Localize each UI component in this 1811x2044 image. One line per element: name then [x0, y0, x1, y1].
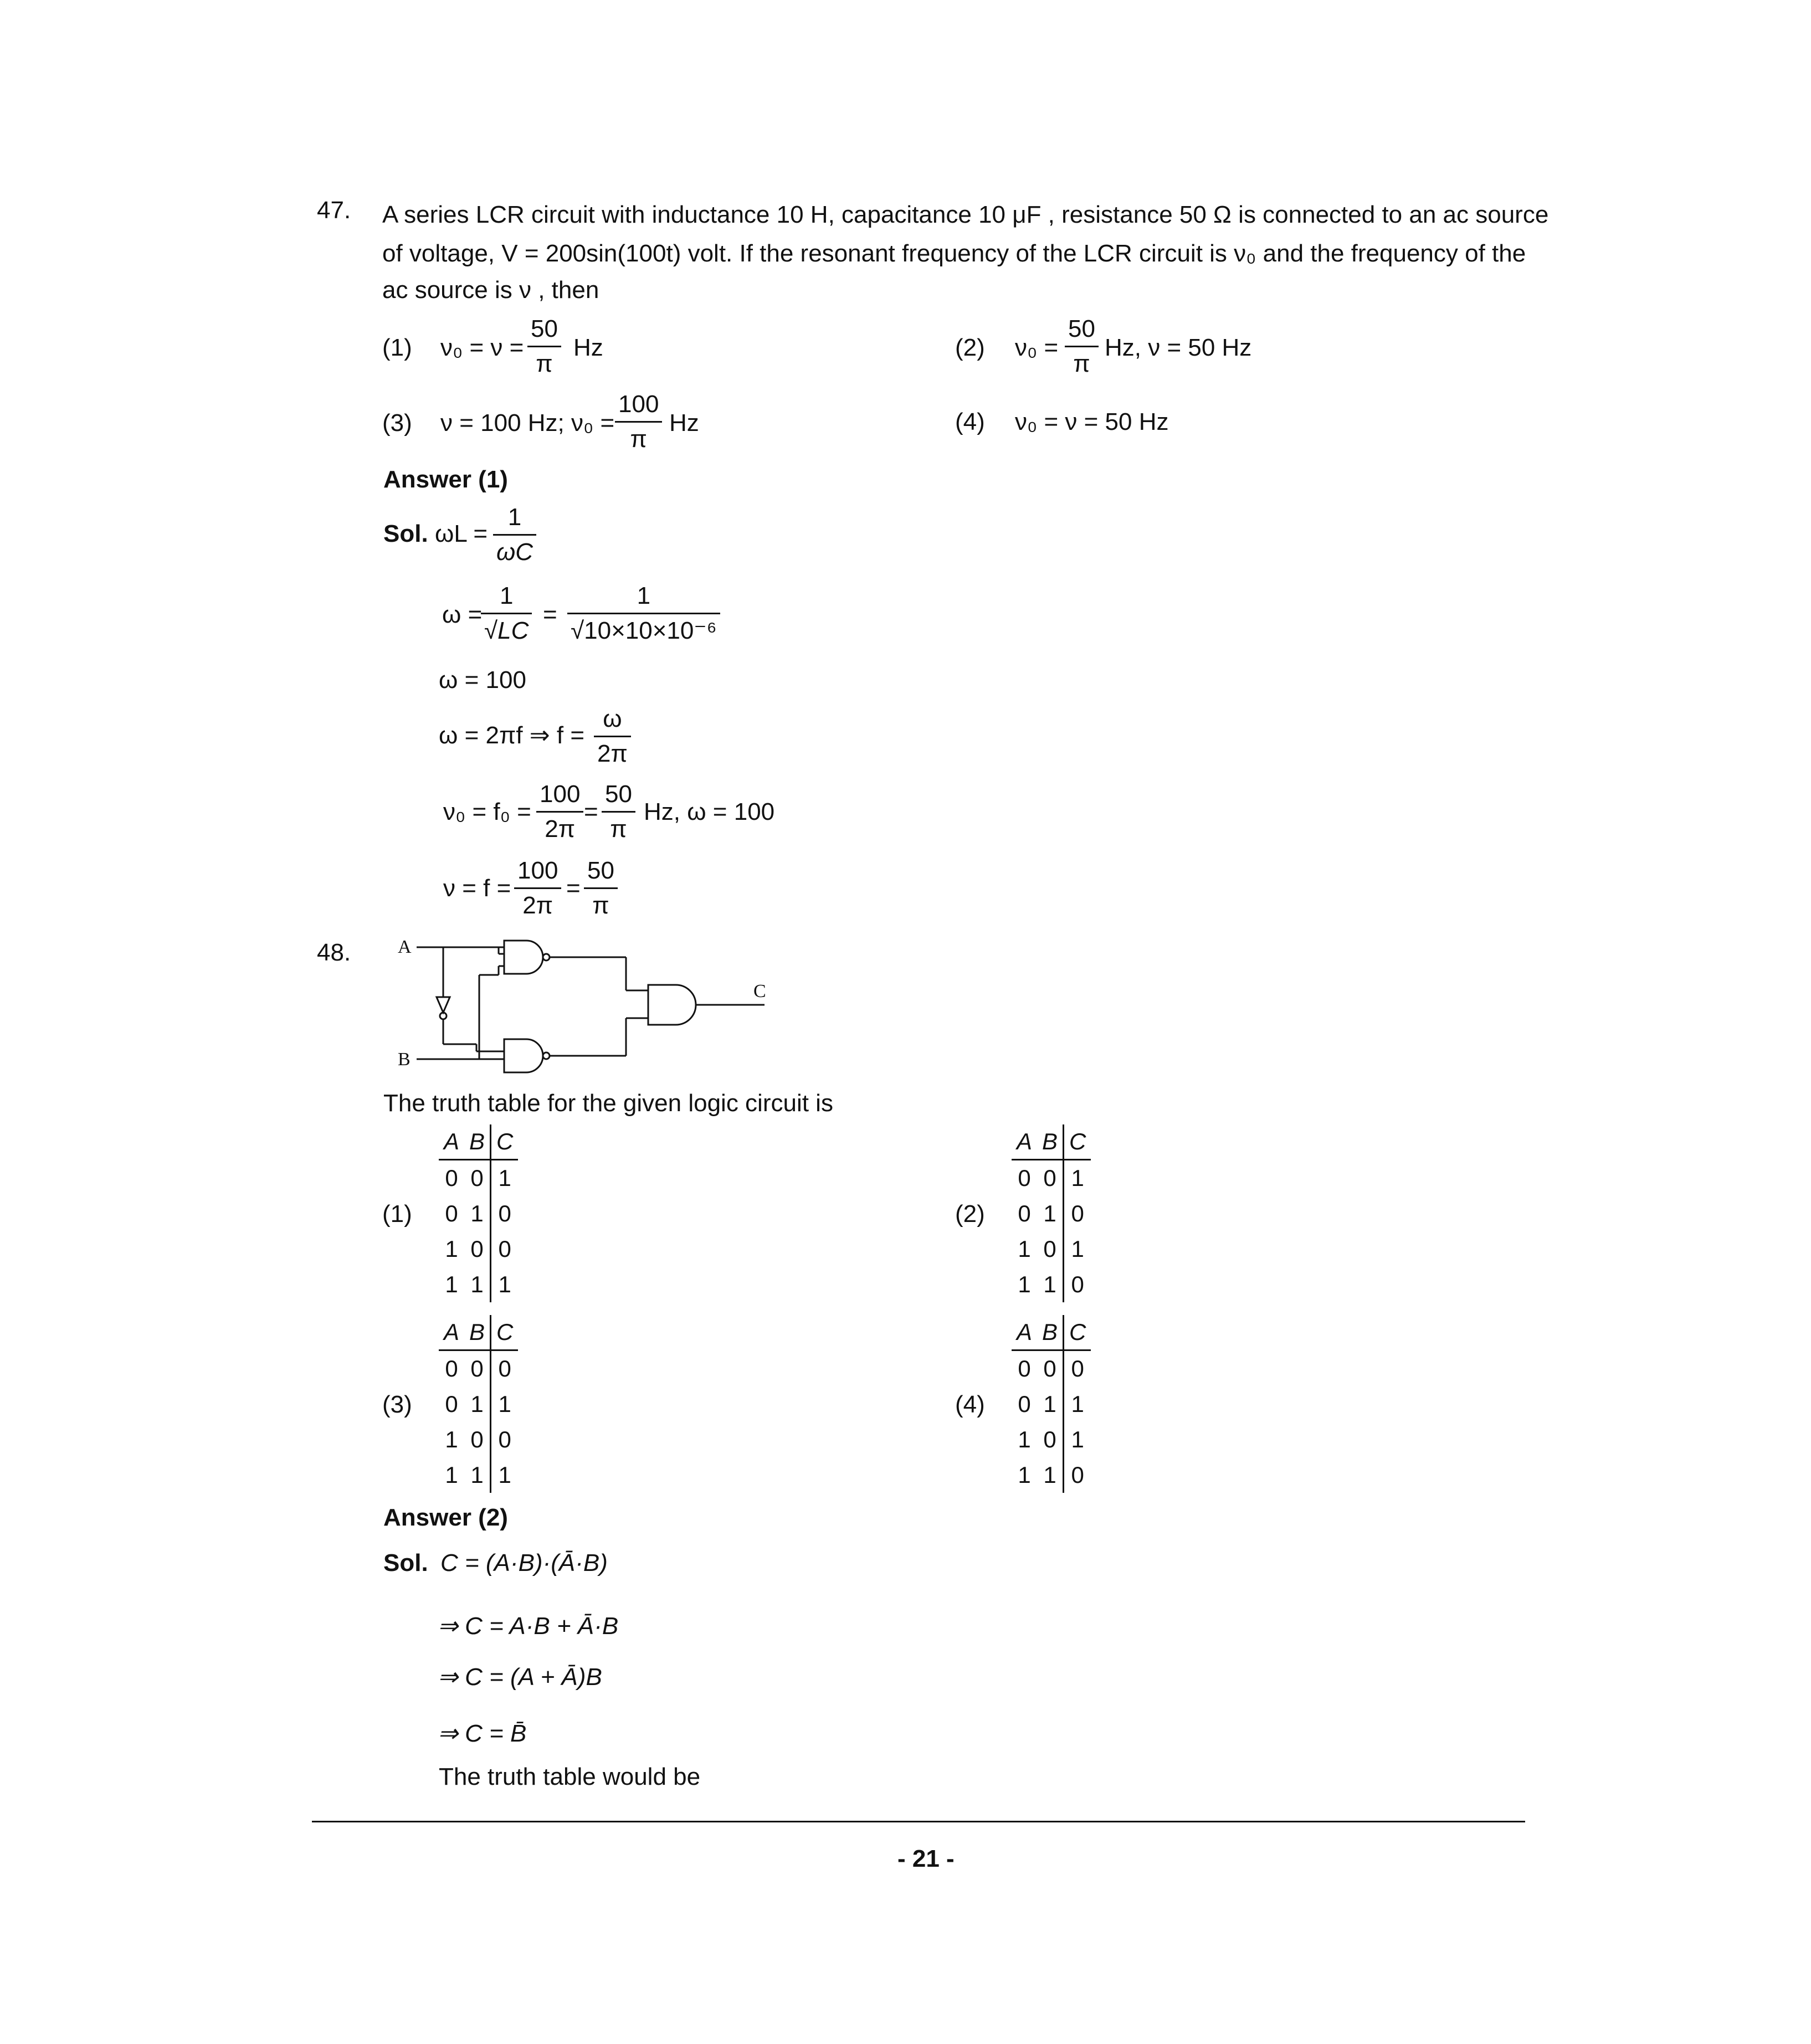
q47-sol-line5-fraction1 [536, 782, 583, 841]
cell: 1 [1043, 1462, 1056, 1488]
cell: 1 [470, 1391, 484, 1417]
cell: 1 [445, 1236, 458, 1262]
cell: 1 [1043, 1271, 1056, 1297]
table-row [1012, 1267, 1091, 1302]
table-header [439, 1124, 518, 1160]
cell: 0 [1064, 1457, 1091, 1493]
q47-answer: Answer (1) [383, 466, 508, 493]
q48-sol-line1: C = (A·B)·(Ā·B) [440, 1549, 608, 1576]
q47-sol-label: Sol. [383, 520, 428, 547]
cell: 1 [1064, 1422, 1091, 1457]
q47-option-1-fraction [527, 317, 561, 376]
q47-text-line3: ac source is ν , then [382, 276, 599, 304]
table-row [1012, 1422, 1091, 1457]
q47-option-2-label: (2) [955, 334, 985, 361]
q47-sol-line2-equals: = [543, 601, 557, 628]
cell: 1 [491, 1160, 519, 1196]
q47-option-2-post: Hz, ν = 50 Hz [1105, 334, 1252, 361]
q47-sol-line2-fraction2 [567, 584, 720, 643]
truth-table-option-4 [1012, 1315, 1091, 1493]
q47-sol-line4-fraction [594, 707, 631, 766]
cell: 1 [1043, 1391, 1056, 1417]
q48-option-2-label: (2) [955, 1200, 985, 1228]
numerator: 100 [517, 857, 558, 884]
numerator: 1 [637, 582, 651, 609]
numerator: ω [603, 705, 622, 732]
cell: 0 [1064, 1350, 1091, 1387]
q48-sol-line2: ⇒ C = A·B + Ā·B [438, 1612, 619, 1640]
cell: 1 [470, 1462, 484, 1488]
cell: 1 [470, 1200, 484, 1226]
header-b: B [1037, 1124, 1064, 1160]
cell: 0 [491, 1196, 519, 1231]
cell: 0 [1018, 1165, 1031, 1191]
cell: 1 [1064, 1160, 1091, 1196]
cell: 1 [445, 1271, 458, 1297]
cell: 0 [1043, 1426, 1056, 1452]
numerator: 50 [587, 857, 614, 884]
cell: 0 [491, 1422, 519, 1457]
q47-sol-line6-fraction2 [584, 859, 618, 918]
q47-option-4-label: (4) [955, 408, 985, 435]
input-b-label: B [398, 1049, 411, 1070]
logic-circuit-diagram [388, 931, 776, 1075]
cell: 0 [1064, 1196, 1091, 1231]
q47-sol-line1-pre: ωL = [435, 520, 488, 547]
q48-sol-line4: ⇒ C = B̄ [438, 1720, 527, 1747]
q48-sol-line3: ⇒ C = (A + Ā)B [438, 1663, 602, 1691]
table-row [1012, 1196, 1091, 1231]
header-c: C [1064, 1124, 1091, 1160]
denominator: π [527, 346, 561, 376]
table-row [1012, 1350, 1091, 1387]
cell: 1 [1018, 1426, 1031, 1452]
header-a: A [439, 1315, 464, 1350]
q47-option-2-pre: ν₀ = [1015, 334, 1059, 361]
denominator: π [584, 887, 618, 918]
cell: 1 [491, 1386, 519, 1422]
input-a-label: A [398, 937, 412, 957]
table-row [439, 1422, 518, 1457]
table-row [439, 1231, 518, 1267]
cell: 1 [1043, 1200, 1056, 1226]
numerator: 1 [507, 504, 522, 531]
q47-sol-line5-equals: = [584, 798, 598, 825]
truth-table-option-3 [439, 1315, 518, 1493]
table-row [1012, 1457, 1091, 1493]
cell: 0 [491, 1350, 519, 1387]
q47-option-1-label: (1) [382, 334, 412, 361]
q47-sol-line5-post: Hz, ω = 100 [644, 798, 775, 825]
q48-answer: Answer (2) [383, 1504, 508, 1531]
q47-sol-line3: ω = 100 [439, 666, 526, 694]
cell: 0 [445, 1355, 458, 1382]
output-c-label: C [753, 981, 766, 1002]
cell: 1 [445, 1462, 458, 1488]
header-b: B [1037, 1315, 1064, 1350]
q47-sol-line6-fraction1 [514, 859, 561, 918]
header-c: C [1064, 1315, 1091, 1350]
cell: 0 [470, 1236, 484, 1262]
cell: 1 [491, 1457, 519, 1493]
numerator: 50 [531, 315, 558, 342]
q47-option-1-pre: ν₀ = ν = [440, 334, 524, 361]
cell: 0 [1064, 1267, 1091, 1302]
q47-sol-line6-equals: = [566, 875, 581, 902]
q47-option-2-fraction [1065, 317, 1099, 376]
q48-option-1-label: (1) [382, 1200, 412, 1228]
table-header [1012, 1124, 1091, 1160]
q47-option-1-post: Hz [573, 334, 603, 361]
truth-table-option-2 [1012, 1124, 1091, 1302]
denominator: π [615, 421, 662, 451]
cell: 1 [470, 1271, 484, 1297]
cell: 0 [445, 1165, 458, 1191]
q48-option-4-label: (4) [955, 1391, 985, 1418]
numerator: 100 [618, 391, 659, 418]
q47-sol-line5-fraction2 [602, 782, 635, 841]
nand-gate-bottom [504, 1039, 543, 1072]
cell: 0 [1018, 1355, 1031, 1382]
cell: 0 [470, 1426, 484, 1452]
and-gate [648, 985, 696, 1025]
nand-gate-top [504, 941, 543, 974]
cell: 0 [1043, 1236, 1056, 1262]
cell: 0 [470, 1355, 484, 1382]
header-c: C [491, 1315, 519, 1350]
denominator: π [1065, 346, 1099, 376]
numerator: 1 [499, 582, 514, 609]
denominator: √10×10×10⁻⁶ [567, 613, 720, 643]
denominator: 2π [536, 811, 583, 841]
q48-question: The truth table for the given logic circuit is [383, 1090, 833, 1117]
numerator: 50 [605, 780, 632, 808]
cell: 1 [1018, 1462, 1031, 1488]
page-number: - 21 - [897, 1845, 955, 1872]
table-row [439, 1386, 518, 1422]
cell: 0 [1043, 1165, 1056, 1191]
q48-number: 48. [317, 939, 351, 966]
q47-option-3-label: (3) [382, 409, 412, 436]
cell: 1 [491, 1267, 519, 1302]
not-gate [437, 997, 450, 1013]
cell: 1 [1064, 1231, 1091, 1267]
denominator: 2π [514, 887, 561, 918]
q47-number: 47. [317, 197, 351, 224]
q47-option-3-pre: ν = 100 Hz; ν₀ = [440, 409, 615, 436]
truth-table-option-1 [439, 1124, 518, 1302]
q48-option-3-label: (3) [382, 1391, 412, 1418]
cell: 0 [445, 1391, 458, 1417]
numerator: 50 [1068, 315, 1095, 342]
q47-sol-line2-pre: ω = [442, 601, 483, 628]
q47-option-3-fraction [615, 392, 662, 451]
table-header [439, 1315, 518, 1350]
cell: 1 [1018, 1271, 1031, 1297]
header-b: B [464, 1315, 491, 1350]
denominator: ωC [493, 534, 536, 564]
footer-rule [312, 1821, 1525, 1822]
header-c: C [491, 1124, 519, 1160]
table-row [439, 1350, 518, 1387]
table-row [1012, 1386, 1091, 1422]
cell: 0 [445, 1200, 458, 1226]
table-row [1012, 1160, 1091, 1196]
cell: 1 [1064, 1386, 1091, 1422]
q47-sol-line2-fraction1 [481, 584, 532, 643]
q47-option-3-post: Hz [669, 409, 699, 436]
header-a: A [1012, 1124, 1037, 1160]
denominator: √LC [481, 613, 532, 643]
numerator: 100 [540, 780, 581, 808]
q48-closing: The truth table would be [439, 1763, 701, 1790]
header-a: A [1012, 1315, 1037, 1350]
q47-sol-line6-pre: ν = f = [443, 875, 511, 902]
q47-text-line2: of voltage, V = 200sin(100t) volt. If the resonant frequency of the LCR circuit is ν₀ and the frequency of the [382, 240, 1526, 267]
denominator: π [602, 811, 635, 841]
cell: 0 [1018, 1391, 1031, 1417]
table-row [439, 1267, 518, 1302]
header-b: B [464, 1124, 491, 1160]
denominator: 2π [594, 736, 631, 766]
cell: 1 [445, 1426, 458, 1452]
table-header [1012, 1315, 1091, 1350]
q47-option-4-text: ν₀ = ν = 50 Hz [1015, 408, 1169, 435]
cell: 1 [1018, 1236, 1031, 1262]
cell: 0 [1018, 1200, 1031, 1226]
cell: 0 [470, 1165, 484, 1191]
header-a: A [439, 1124, 464, 1160]
cell: 0 [1043, 1355, 1056, 1382]
q48-sol-label: Sol. [383, 1549, 428, 1576]
table-row [1012, 1231, 1091, 1267]
q47-sol-line4-pre: ω = 2πf ⇒ f = [439, 722, 585, 749]
q47-sol-line1-fraction [493, 505, 536, 564]
table-row [439, 1457, 518, 1493]
q47-sol-line5-pre: ν₀ = f₀ = [443, 798, 531, 825]
table-row [439, 1196, 518, 1231]
cell: 0 [491, 1231, 519, 1267]
table-row [439, 1160, 518, 1196]
q47-text-line1: A series LCR circuit with inductance 10 H, capacitance 10 μF , resistance 50 Ω is connected to an ac source [382, 201, 1549, 228]
